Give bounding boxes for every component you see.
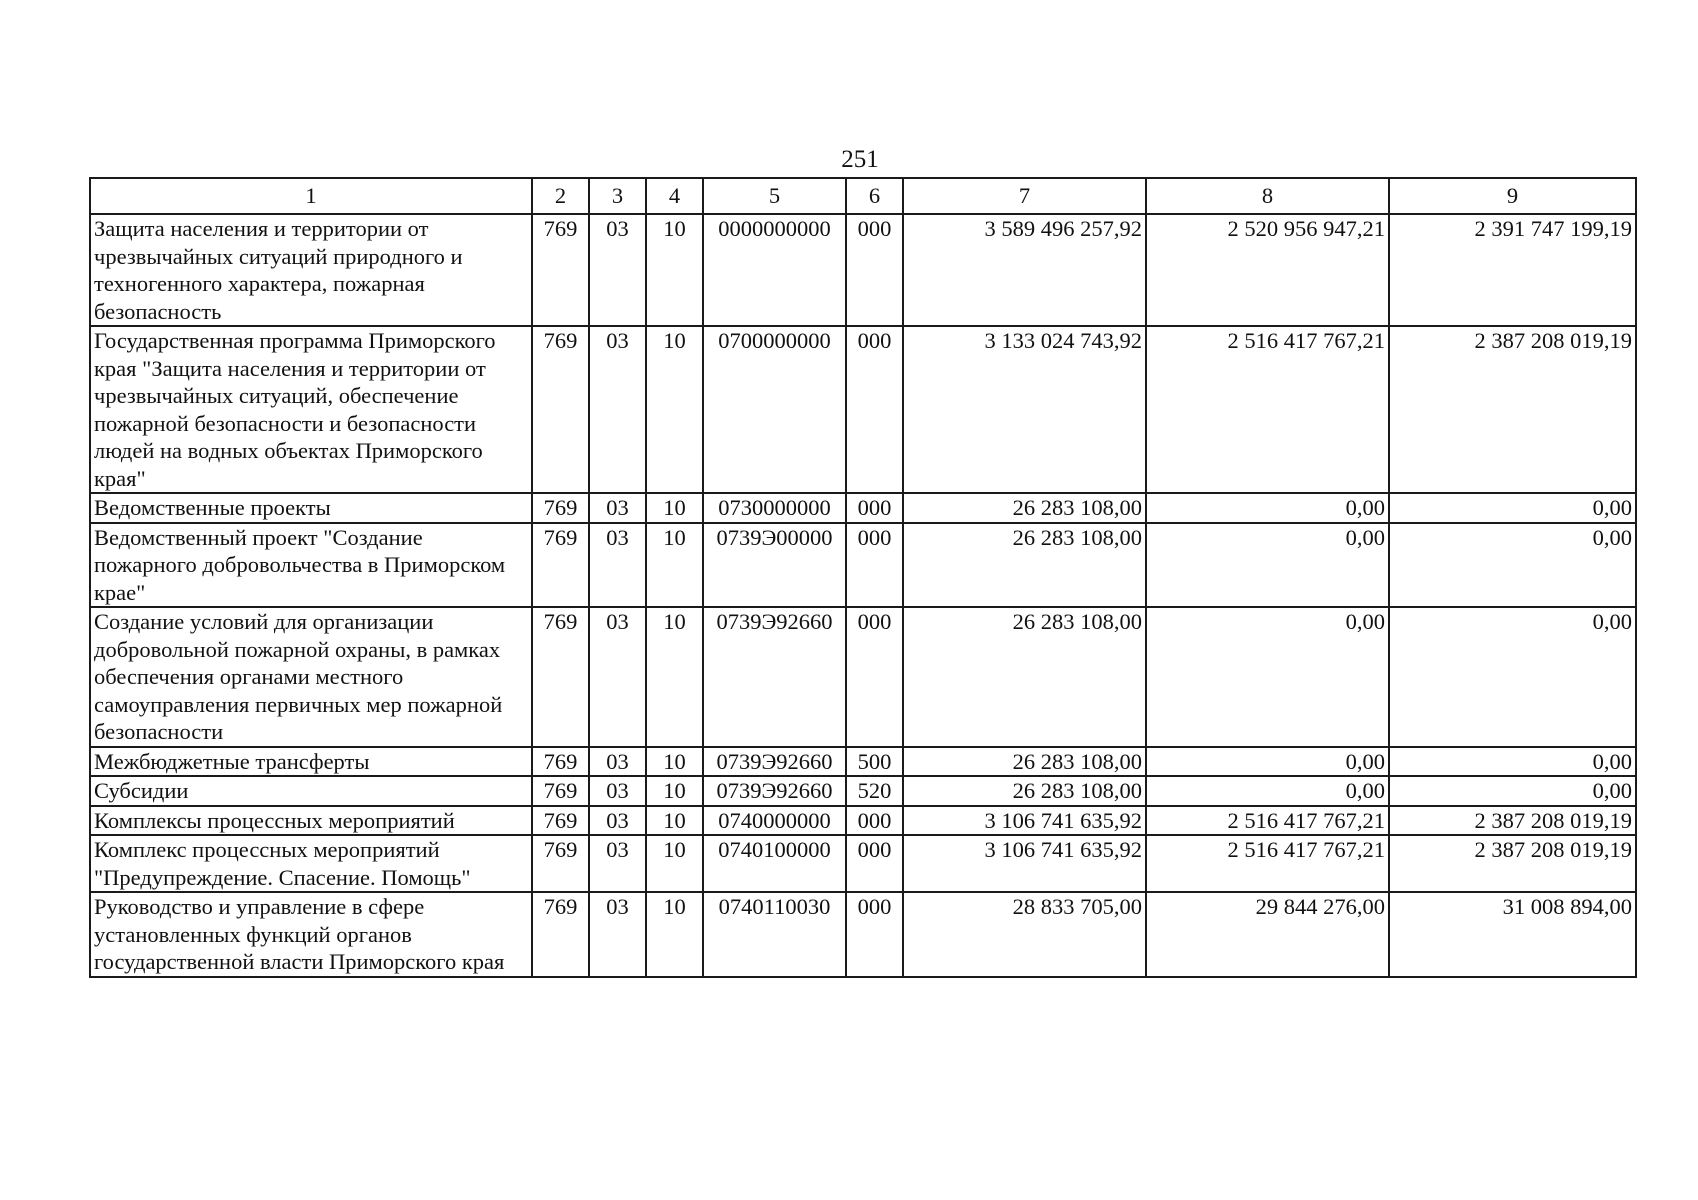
code-cell-5: 0740000000	[703, 806, 846, 836]
code-cell-5: 0700000000	[703, 326, 846, 493]
amount-cell-7: 3 133 024 743,92	[903, 326, 1146, 493]
code-cell-3: 03	[589, 326, 646, 493]
amount-cell-8: 2 516 417 767,21	[1146, 835, 1389, 892]
table-row	[90, 607, 1636, 747]
code-cell-4: 10	[646, 747, 703, 777]
code-cell-3: 03	[589, 493, 646, 523]
code-cell-2: 769	[532, 493, 589, 523]
table-row	[90, 806, 1636, 836]
table-row	[90, 892, 1636, 977]
amount-cell-8: 2 516 417 767,21	[1146, 806, 1389, 836]
code-cell-2: 769	[532, 607, 589, 747]
column-header: 6	[846, 178, 903, 214]
amount-cell-9: 2 387 208 019,19	[1389, 835, 1636, 892]
amount-cell-9: 0,00	[1389, 607, 1636, 747]
code-cell-6: 000	[846, 214, 903, 326]
row-name-cell: Ведомственный проект "Создание пожарного добровольчества в Приморском крае"	[90, 523, 532, 608]
table-row	[90, 747, 1636, 777]
amount-cell-8: 29 844 276,00	[1146, 892, 1389, 977]
code-cell-2: 769	[532, 523, 589, 608]
row-name-cell: Комплекс процессных мероприятий "Предупреждение. Спасение. Помощь"	[90, 835, 532, 892]
code-cell-5: 0740110030	[703, 892, 846, 977]
code-cell-2: 769	[532, 747, 589, 777]
code-cell-3: 03	[589, 776, 646, 806]
amount-cell-9: 31 008 894,00	[1389, 892, 1636, 977]
code-cell-6: 000	[846, 806, 903, 836]
code-cell-6: 000	[846, 326, 903, 493]
row-name-cell: Ведомственные проекты	[90, 493, 532, 523]
column-header: 4	[646, 178, 703, 214]
code-cell-3: 03	[589, 835, 646, 892]
budget-table	[89, 177, 1637, 978]
amount-cell-7: 26 283 108,00	[903, 493, 1146, 523]
code-cell-4: 10	[646, 892, 703, 977]
amount-cell-9: 0,00	[1389, 747, 1636, 777]
amount-cell-9: 2 387 208 019,19	[1389, 326, 1636, 493]
amount-cell-9: 0,00	[1389, 776, 1636, 806]
column-header: 5	[703, 178, 846, 214]
amount-cell-9: 0,00	[1389, 493, 1636, 523]
code-cell-6: 000	[846, 493, 903, 523]
amount-cell-8: 2 516 417 767,21	[1146, 326, 1389, 493]
amount-cell-8: 2 520 956 947,21	[1146, 214, 1389, 326]
amount-cell-7: 3 589 496 257,92	[903, 214, 1146, 326]
amount-cell-7: 26 283 108,00	[903, 523, 1146, 608]
row-name-cell: Защита населения и территории от чрезвычайных ситуаций природного и техногенного характера, пожарная безопасность	[90, 214, 532, 326]
code-cell-6: 000	[846, 523, 903, 608]
code-cell-6: 000	[846, 607, 903, 747]
row-name-cell: Государственная программа Приморского края "Защита населения и территории от чрезвычайных ситуаций, обеспечение пожарной безопасности и безопасности людей на водных объектах Приморского края"	[90, 326, 532, 493]
code-cell-3: 03	[589, 806, 646, 836]
code-cell-5: 0000000000	[703, 214, 846, 326]
column-header: 8	[1146, 178, 1389, 214]
amount-cell-8: 0,00	[1146, 493, 1389, 523]
code-cell-2: 769	[532, 835, 589, 892]
table-row	[90, 326, 1636, 493]
table-row	[90, 523, 1636, 608]
table-body	[90, 214, 1636, 977]
column-header: 7	[903, 178, 1146, 214]
code-cell-3: 03	[589, 892, 646, 977]
code-cell-4: 10	[646, 214, 703, 326]
row-name-cell: Межбюджетные трансферты	[90, 747, 532, 777]
code-cell-5: 0739Э92660	[703, 747, 846, 777]
code-cell-2: 769	[532, 776, 589, 806]
column-header: 2	[532, 178, 589, 214]
table-row	[90, 214, 1636, 326]
table-row	[90, 835, 1636, 892]
code-cell-5: 0730000000	[703, 493, 846, 523]
row-name-cell: Субсидии	[90, 776, 532, 806]
code-cell-5: 0739Э92660	[703, 607, 846, 747]
code-cell-5: 0739Э00000	[703, 523, 846, 608]
code-cell-3: 03	[589, 607, 646, 747]
amount-cell-7: 3 106 741 635,92	[903, 806, 1146, 836]
code-cell-4: 10	[646, 523, 703, 608]
amount-cell-8: 0,00	[1146, 776, 1389, 806]
amount-cell-7: 3 106 741 635,92	[903, 835, 1146, 892]
code-cell-4: 10	[646, 326, 703, 493]
table-row	[90, 776, 1636, 806]
amount-cell-7: 26 283 108,00	[903, 747, 1146, 777]
amount-cell-9: 0,00	[1389, 523, 1636, 608]
header-row	[90, 178, 1636, 214]
table-row	[90, 493, 1636, 523]
code-cell-2: 769	[532, 892, 589, 977]
amount-cell-9: 2 387 208 019,19	[1389, 806, 1636, 836]
code-cell-2: 769	[532, 806, 589, 836]
code-cell-3: 03	[589, 747, 646, 777]
code-cell-4: 10	[646, 835, 703, 892]
code-cell-2: 769	[532, 326, 589, 493]
code-cell-5: 0739Э92660	[703, 776, 846, 806]
amount-cell-7: 26 283 108,00	[903, 607, 1146, 747]
amount-cell-8: 0,00	[1146, 747, 1389, 777]
code-cell-6: 000	[846, 892, 903, 977]
code-cell-3: 03	[589, 523, 646, 608]
code-cell-4: 10	[646, 493, 703, 523]
code-cell-4: 10	[646, 806, 703, 836]
row-name-cell: Создание условий для организации добровольной пожарной охраны, в рамках обеспечения органами местного самоуправления первичных мер пожарной безопасности	[90, 607, 532, 747]
page-number: 251	[841, 146, 879, 173]
code-cell-2: 769	[532, 214, 589, 326]
amount-cell-9: 2 391 747 199,19	[1389, 214, 1636, 326]
amount-cell-7: 26 283 108,00	[903, 776, 1146, 806]
code-cell-4: 10	[646, 776, 703, 806]
column-header: 3	[589, 178, 646, 214]
row-name-cell: Руководство и управление в сфере установленных функций органов государственной власти Приморского края	[90, 892, 532, 977]
amount-cell-8: 0,00	[1146, 523, 1389, 608]
amount-cell-7: 28 833 705,00	[903, 892, 1146, 977]
column-header: 9	[1389, 178, 1636, 214]
code-cell-4: 10	[646, 607, 703, 747]
code-cell-6: 520	[846, 776, 903, 806]
row-name-cell: Комплексы процессных мероприятий	[90, 806, 532, 836]
column-header: 1	[90, 178, 532, 214]
amount-cell-8: 0,00	[1146, 607, 1389, 747]
code-cell-3: 03	[589, 214, 646, 326]
code-cell-6: 500	[846, 747, 903, 777]
code-cell-5: 0740100000	[703, 835, 846, 892]
code-cell-6: 000	[846, 835, 903, 892]
